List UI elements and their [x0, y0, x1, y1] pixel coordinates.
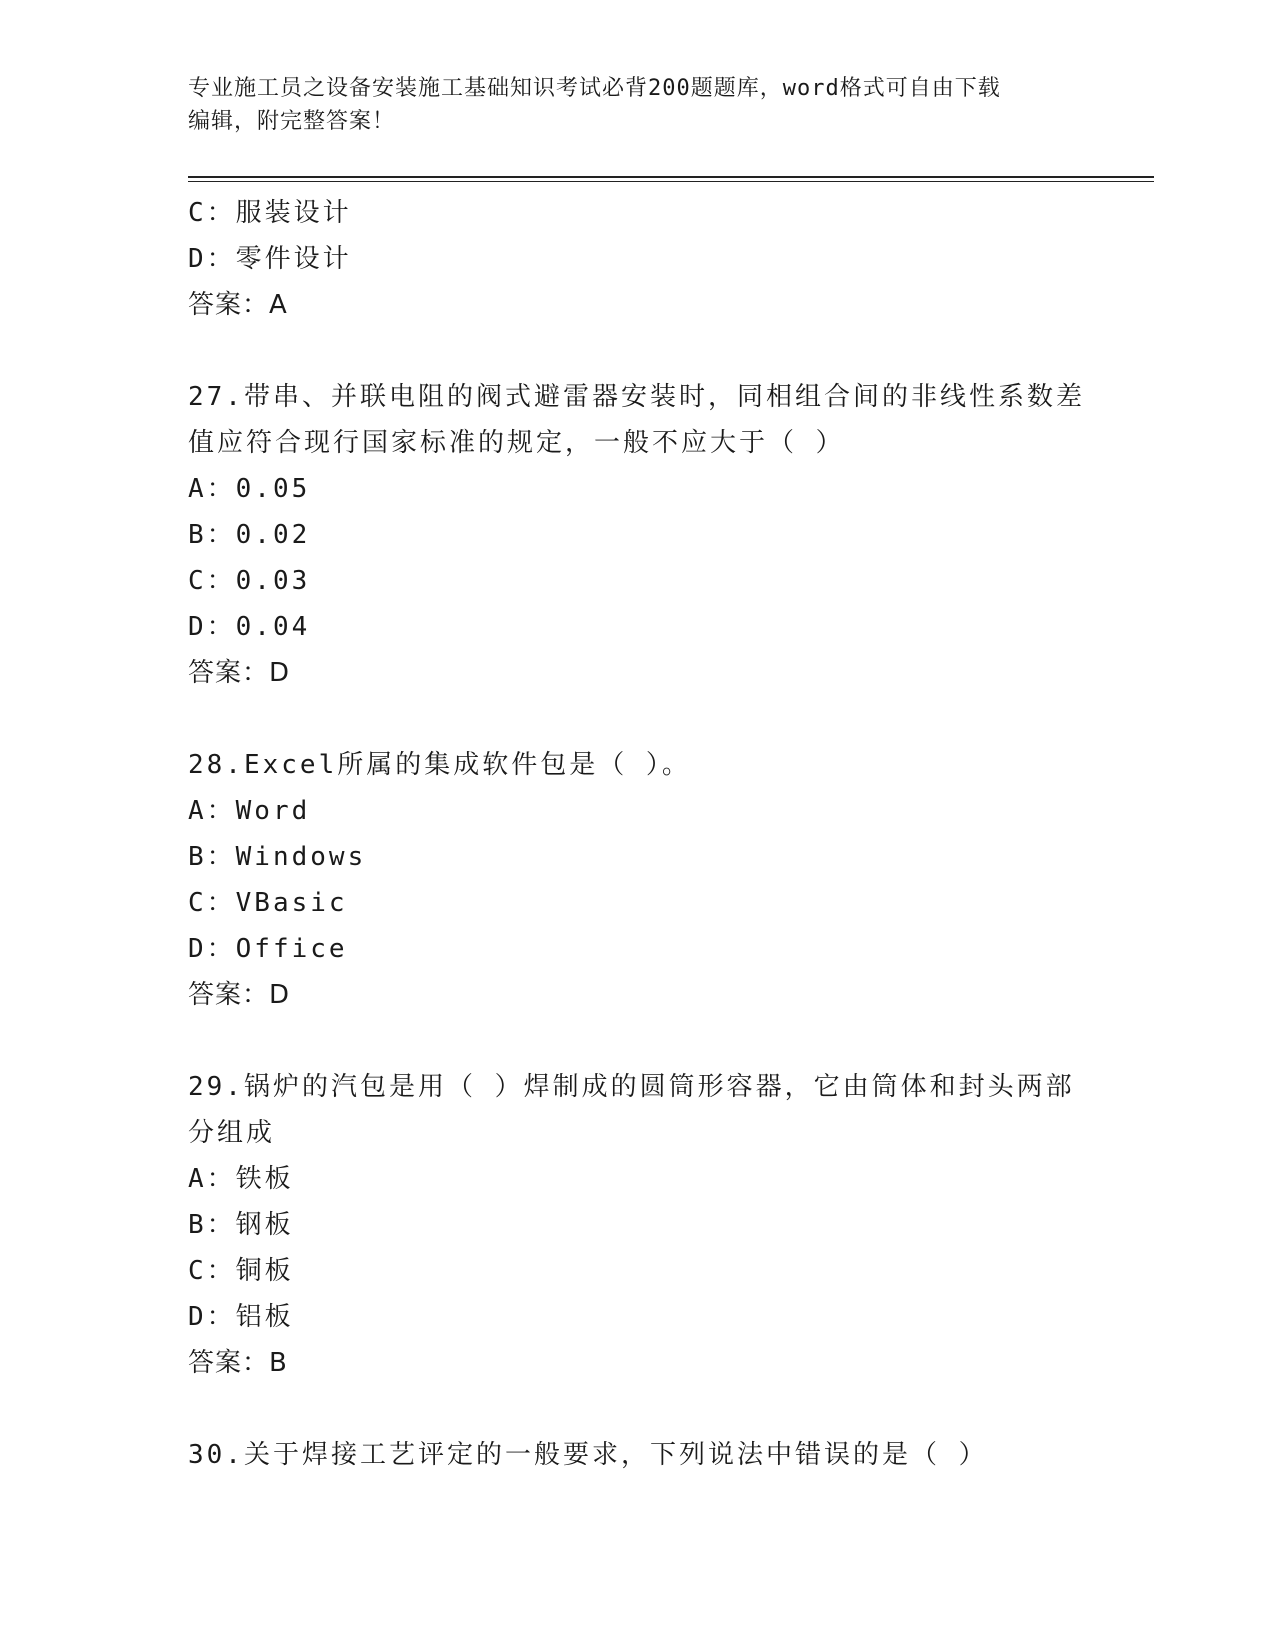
- spacer: [188, 328, 1088, 374]
- question-stem-continued: 值应符合现行国家标准的规定，一般不应大于（ ）: [188, 428, 845, 458]
- option-d: D：铝板: [188, 1302, 294, 1332]
- question-29: [188, 1064, 1088, 1386]
- option-d: D：零件设计: [188, 244, 352, 274]
- answer: 答案：D: [188, 658, 291, 688]
- question-stem: 29.锅炉的汽包是用（ ）焊制成的圆筒形容器，它由筒体和封头两部: [188, 1072, 1075, 1102]
- header-line-2: 编辑，附完整答案！: [188, 109, 396, 134]
- question-list: [188, 190, 1088, 1478]
- spacer: [188, 1018, 1088, 1064]
- spacer: [188, 696, 1088, 742]
- question-28: [188, 742, 1088, 1018]
- question-stem: 30.关于焊接工艺评定的一般要求，下列说法中错误的是（ ）: [188, 1440, 988, 1470]
- option-b: B：Windows: [188, 842, 367, 872]
- document-header: [188, 72, 1088, 138]
- option-c: C：铜板: [188, 1256, 294, 1286]
- question-26-tail: [188, 190, 1088, 328]
- header-divider-thin: [188, 181, 1154, 182]
- answer: 答案：B: [188, 1348, 288, 1378]
- header-divider-thick: [188, 176, 1154, 178]
- question-stem-continued: 分组成: [188, 1118, 276, 1148]
- option-d: D：Office: [188, 934, 348, 964]
- option-d: D：0.04: [188, 612, 311, 642]
- spacer: [188, 1386, 1088, 1432]
- option-c: C：服装设计: [188, 198, 352, 228]
- option-b: B：0.02: [188, 520, 311, 550]
- option-a: A：0.05: [188, 474, 311, 504]
- question-27: [188, 374, 1088, 696]
- option-c: C：0.03: [188, 566, 311, 596]
- question-stem: 28.Excel所属的集成软件包是（ ）。: [188, 750, 691, 780]
- option-a: A：Word: [188, 796, 311, 826]
- option-a: A：铁板: [188, 1164, 294, 1194]
- question-30: [188, 1432, 1088, 1478]
- header-line-1: 专业施工员之设备安装施工基础知识考试必背200题题库，word格式可自由下载: [188, 76, 1001, 101]
- option-c: C：VBasic: [188, 888, 348, 918]
- answer: 答案：D: [188, 980, 291, 1010]
- option-b: B：钢板: [188, 1210, 294, 1240]
- question-stem: 27.带串、并联电阻的阀式避雷器安装时，同相组合间的非线性系数差: [188, 382, 1085, 412]
- answer: 答案：A: [188, 290, 288, 320]
